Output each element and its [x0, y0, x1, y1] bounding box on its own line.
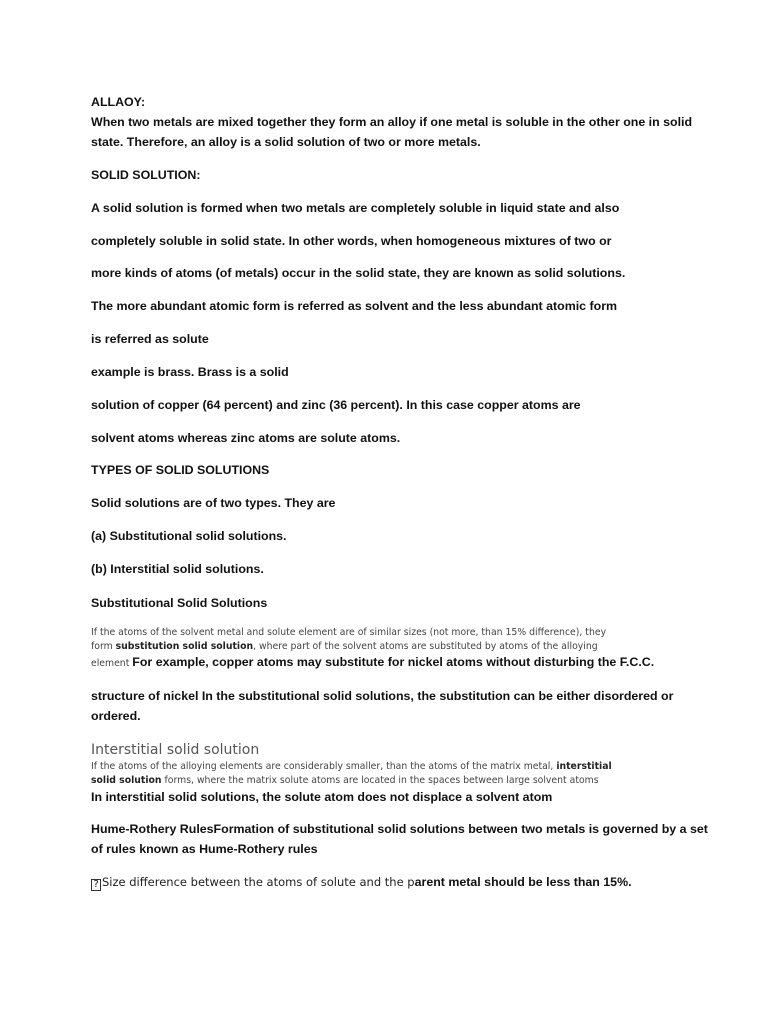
substitutional-heading: Substitutional Solid Solutions [91, 596, 268, 610]
solid-solution-line-7: solution of copper (64 percent) and zinc (36 percent). In this case copper atoms are [91, 398, 581, 412]
solid-solution-line-8: solvent atoms whereas zinc atoms are solute atoms. [91, 431, 401, 445]
substitutional-line-4: structure of nickel In the substitutional solid solutions, the substitution can be either disordered or [91, 689, 674, 703]
rule-1-regular-text: Size difference between the atoms of solute and the p [102, 875, 415, 889]
rule-1-bold-text: arent metal should be less than 15%. [414, 875, 632, 889]
inter-small-bold-term-1: interstitial [556, 761, 612, 772]
solid-solution-line-3: more kinds of atoms (of metals) occur in the solid state, they are known as solid solutions. [91, 266, 626, 280]
solid-solution-line-6: example is brass. Brass is a solid [91, 365, 289, 379]
types-intro: Solid solutions are of two types. They are [91, 496, 336, 510]
inter-small-bold-term-2: solid solution [91, 775, 162, 786]
hume-rothery-line-2: of rules known as Hume-Rothery rules [91, 842, 318, 856]
hume-rothery-line-1: Hume-Rothery RulesFormation of substitutional solid solutions between two metals is governed by a set [91, 822, 708, 836]
subst-small-bold-term: substitution solid solution [115, 641, 254, 652]
interstitial-small-line-1 [91, 760, 612, 773]
substitutional-small-line-1: If the atoms of the solvent metal and solute element are of similar sizes (not more, than 15% difference), they [91, 627, 607, 638]
subst-small-element: element [91, 658, 133, 669]
subst-small-post: , where part of the solvent atoms are substituted by atoms of the alloying [253, 641, 598, 652]
solid-solution-line-1: A solid solution is formed when two metals are completely soluble in liquid state and also [91, 201, 620, 215]
inter-small-pre: If the atoms of the alloying elements are considerably smaller, than the atoms of the matrix metal, [91, 761, 557, 772]
missing-glyph-icon: ? [92, 879, 100, 890]
alloy-paragraph-line-2: state. Therefore, an alloy is a solid solution of two or more metals. [91, 135, 481, 149]
subst-example-text: For example, copper atoms may substitute for nickel atoms without disturbing the F.C.C. [132, 655, 655, 669]
types-item-b: (b) Interstitial solid solutions. [91, 562, 264, 576]
interstitial-small-line-2 [91, 774, 599, 787]
solid-solution-line-5: is referred as solute [91, 332, 209, 346]
substitutional-small-line-2 [91, 640, 598, 653]
types-item-a: (a) Substitutional solid solutions. [91, 529, 287, 543]
solid-solution-line-2: completely soluble in solid state. In other words, when homogeneous mixtures of two or [91, 234, 612, 248]
substitutional-line-5: ordered. [91, 709, 141, 723]
substitutional-mixed-line-3 [91, 656, 654, 670]
interstitial-line-3: In interstitial solid solutions, the solute atom does not displace a solvent atom [91, 790, 553, 804]
types-heading: TYPES OF SOLID SOLUTIONS [91, 463, 270, 477]
interstitial-heading: Interstitial solid solution [91, 742, 260, 758]
alloy-heading: ALLAOY: [91, 95, 146, 109]
alloy-paragraph-line-1: When two metals are mixed together they form an alloy if one metal is soluble in the other one in solid [91, 115, 693, 129]
inter-small-post: forms, where the matrix solute atoms are located in the spaces between large solvent atoms [161, 775, 599, 786]
solid-solution-heading: SOLID SOLUTION: [91, 168, 201, 182]
subst-small-pre: form [91, 641, 116, 652]
solid-solution-line-4: The more abundant atomic form is referred as solvent and the less abundant atomic form [91, 299, 618, 313]
rule-1-line [91, 874, 632, 891]
